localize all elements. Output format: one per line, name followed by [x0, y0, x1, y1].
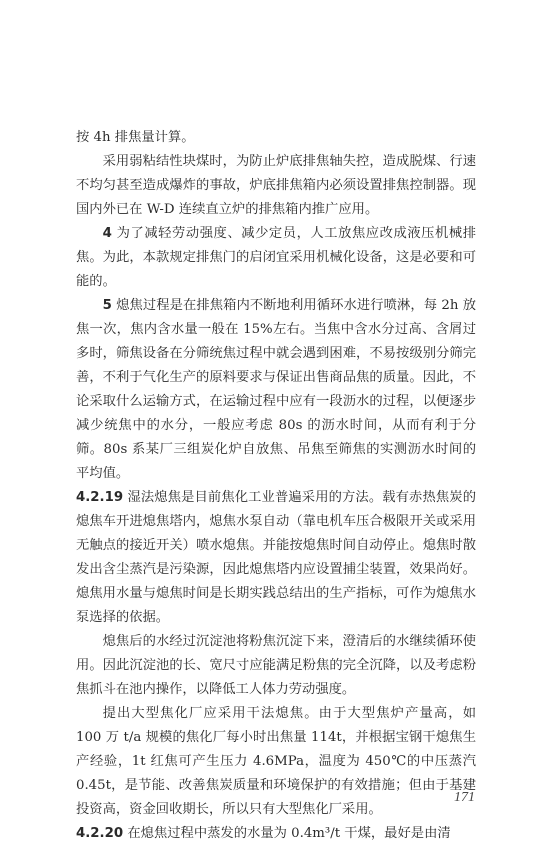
paragraph — [76, 702, 476, 822]
body-text — [76, 126, 476, 846]
item-number: 4 — [102, 226, 112, 241]
paragraph-text: 为了减轻劳动强度、减少定员，人工放焦应改成液压机械排焦。为此，本款规定排焦门的启闭宜采用机械化设备，这是必要和可能的。 — [76, 226, 477, 289]
paragraph — [76, 222, 476, 294]
paragraph-text: 湿法熄焦是目前焦化工业普遍采用的方法。载有赤热焦炭的熄焦车开进熄焦塔内，熄焦水泵自动（靠电机车压合极限开关或采用无触点的接近开关）喷水熄焦。并能按熄焦时间自动停止。熄焦时散发出含尘蒸汽是污染源，因此熄焦塔内应设置捕尘装置，效果尚好。熄焦用水量与熄焦时间是长期实践总结出的生产指标，可作为熄焦水泵选择的依据。 — [76, 490, 476, 625]
paragraph — [76, 294, 476, 486]
clause-paragraph — [76, 822, 476, 846]
item-number: 5 — [102, 298, 112, 313]
paragraph-text: 采用弱粘结性块煤时，为防止炉底排焦轴失控，造成脱煤、行速不均匀甚至造成爆炸的事故，炉底排焦箱内必须设置排焦控制器。现国内外已在 W-D 连续直立炉的排焦箱内推广应用。 — [76, 154, 476, 217]
clause-number: 4.2.20 — [76, 826, 124, 841]
clause-number: 4.2.19 — [76, 490, 124, 505]
page-number: 171 — [454, 790, 475, 805]
paragraph-text: 熄焦后的水经过沉淀池将粉焦沉淀下来，澄清后的水继续循环使用。因此沉淀池的长、宽尺寸应能满足粉焦的完全沉降，以及考虑粉焦抓斗在池内操作，以降低工人体力劳动强度。 — [76, 634, 476, 697]
paragraph — [76, 126, 476, 150]
paragraph — [76, 630, 476, 702]
paragraph-text: 在熄焦过程中蒸发的水量为 0.4m³/t 干煤，最好是由清 — [127, 826, 451, 841]
paragraph — [76, 150, 476, 222]
paragraph-text: 提出大型焦化厂应采用干法熄焦。由于大型焦炉产量高，如 100 万 t/a 规模的焦化厂每小时出焦量 114t，并根据宝钢干熄焦生产经验，1t 红焦可产生压力 4.6MPa，温度为 450℃的中压蒸汽 0.45t，是节能、改善焦炭质量和环境保护的有效措施；但由于基建投资高，资金回收期长，所以只有大型焦化厂采用。 — [76, 706, 476, 817]
clause-paragraph — [76, 486, 476, 630]
paragraph-text: 熄焦过程是在排焦箱内不断地利用循环水进行喷淋，每 2h 放焦一次，焦内含水量一般在 15%左右。当焦中含水分过高、含屑过多时，筛焦设备在分筛统焦过程中就会遇到困难，不易按级别分筛完善，不利于气化生产的原料要求与保证出售商品焦的质量。因此，不论采取什么运输方式，在运输过程中应有一段沥水的过程，以便逐步减少统焦中的水分，一般应考虑 80s 的沥水时间，从而有利于分筛。80s 系某厂三组炭化炉自放焦、吊焦至筛焦的实测沥水时间的平均值。 — [76, 298, 476, 481]
paragraph-text: 按 4h 排焦量计算。 — [76, 130, 195, 145]
